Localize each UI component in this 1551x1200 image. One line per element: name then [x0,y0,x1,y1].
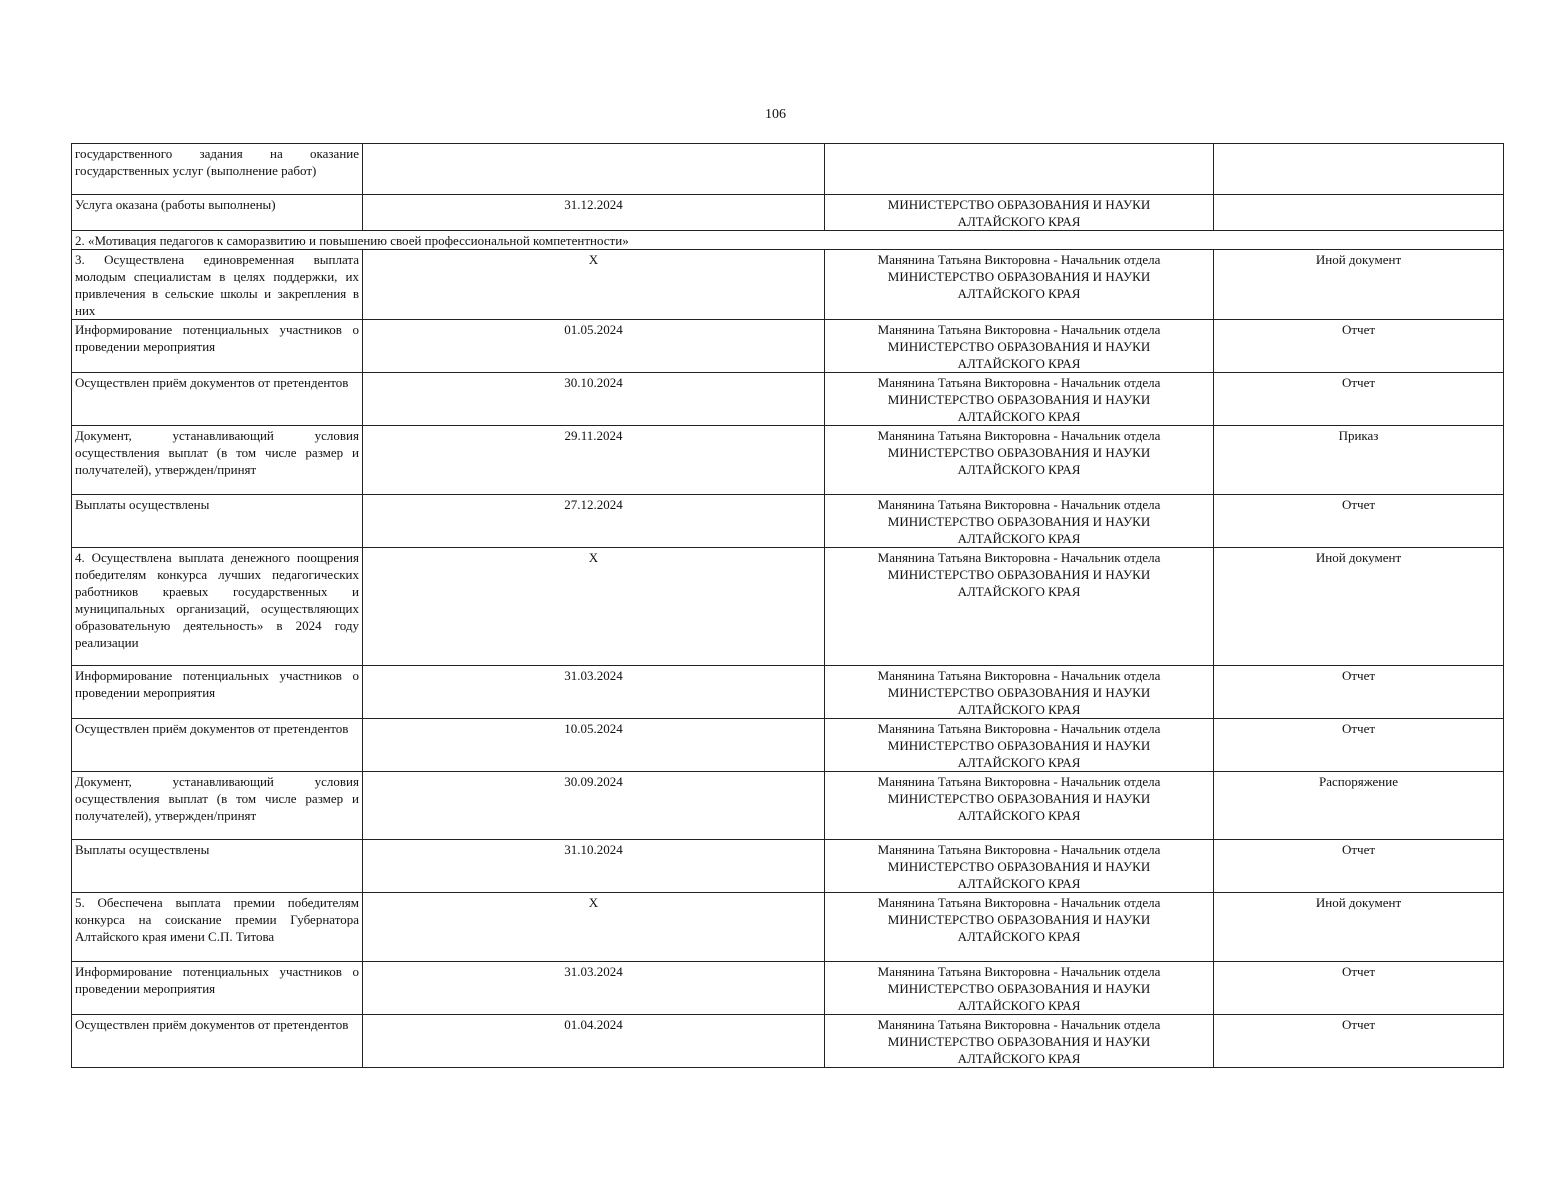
deadline-cell: 01.05.2024 [363,320,825,373]
responsible-line: АЛТАЙСКОГО КРАЯ [957,356,1081,371]
responsible-line: МИНИСТЕРСТВО ОБРАЗОВАНИЯ И НАУКИ [887,392,1151,407]
deadline-cell: 30.09.2024 [363,772,825,840]
deadline-cell: 31.03.2024 [363,962,825,1015]
responsible-line: МИНИСТЕРСТВО ОБРАЗОВАНИЯ И НАУКИ [887,339,1151,354]
deadline-cell: 01.04.2024 [363,1015,825,1068]
responsible-line: Манянина Татьяна Викторовна - Начальник отдела [877,721,1161,736]
table-row [72,666,1504,719]
event-name-cell: государственного задания на оказание государственных услуг (выполнение работ) [72,144,363,195]
deadline-cell: 29.11.2024 [363,426,825,495]
document-type-cell [1214,195,1504,231]
plan-table-body [72,144,1504,1068]
responsible-cell [825,320,1214,373]
responsible-line: Манянина Татьяна Викторовна - Начальник отдела [877,428,1161,443]
table-row [72,893,1504,962]
table-row [72,1015,1504,1068]
table-row [72,772,1504,840]
responsible-line: АЛТАЙСКОГО КРАЯ [957,214,1081,229]
responsible-cell [825,1015,1214,1068]
table-row [72,548,1504,666]
document-type-cell: Отчет [1214,719,1504,772]
document-type-cell: Приказ [1214,426,1504,495]
event-name-cell: Осуществлен приём документов от претендентов [72,719,363,772]
responsible-cell [825,250,1214,320]
document-type-cell: Распоряжение [1214,772,1504,840]
responsible-line: Манянина Татьяна Викторовна - Начальник отдела [877,497,1161,512]
responsible-cell [825,772,1214,840]
table-row [72,144,1504,195]
deadline-cell: 31.03.2024 [363,666,825,719]
responsible-cell [825,195,1214,231]
event-name-cell: Документ, устанавливающий условия осуществления выплат (в том числе размер и получателей), утвержден/принят [72,426,363,495]
page-number: 106 [765,107,786,122]
responsible-line: АЛТАЙСКОГО КРАЯ [957,462,1081,477]
plan-table [71,143,1504,1068]
responsible-line: МИНИСТЕРСТВО ОБРАЗОВАНИЯ И НАУКИ [887,514,1151,529]
event-name-cell: 3. Осуществлена единовременная выплата молодым специалистам в целях поддержки, их привлечения в сельские школы и закрепления в них [72,250,363,320]
responsible-line: МИНИСТЕРСТВО ОБРАЗОВАНИЯ И НАУКИ [887,981,1151,996]
responsible-line: Манянина Татьяна Викторовна - Начальник отдела [877,668,1161,683]
responsible-line: Манянина Татьяна Викторовна - Начальник отдела [877,895,1161,910]
responsible-line: Манянина Татьяна Викторовна - Начальник отдела [877,322,1161,337]
responsible-cell [825,719,1214,772]
event-name-cell: Выплаты осуществлены [72,495,363,548]
responsible-line: Манянина Татьяна Викторовна - Начальник отдела [877,774,1161,789]
deadline-cell: 30.10.2024 [363,373,825,426]
responsible-line: МИНИСТЕРСТВО ОБРАЗОВАНИЯ И НАУКИ [887,269,1151,284]
event-name-cell: Выплаты осуществлены [72,840,363,893]
responsible-cell [825,144,1214,195]
document-type-cell: Иной документ [1214,250,1504,320]
responsible-cell [825,373,1214,426]
responsible-cell [825,840,1214,893]
document-type-cell: Отчет [1214,1015,1504,1068]
event-name-cell: Документ, устанавливающий условия осуществления выплат (в том числе размер и получателей), утвержден/принят [72,772,363,840]
table-row [72,719,1504,772]
responsible-line: АЛТАЙСКОГО КРАЯ [957,286,1081,301]
responsible-line: АЛТАЙСКОГО КРАЯ [957,998,1081,1013]
table-row [72,320,1504,373]
event-name-cell: 5. Обеспечена выплата премии победителям конкурса на соискание премии Губернатора Алтайского края имени С.П. Титова [72,893,363,962]
deadline-cell: Х [363,250,825,320]
document-type-cell: Иной документ [1214,548,1504,666]
document-type-cell: Отчет [1214,666,1504,719]
event-name-cell: 4. Осуществлена выплата денежного поощрения победителям конкурса лучших педагогических работников краевых государственных и муниципальных организаций, осуществляющих образовательную деятельность» в 2024 году реализации [72,548,363,666]
responsible-line: АЛТАЙСКОГО КРАЯ [957,876,1081,891]
responsible-line: Манянина Татьяна Викторовна - Начальник отдела [877,1017,1161,1032]
deadline-cell: 10.05.2024 [363,719,825,772]
table-row [72,373,1504,426]
table-row [72,962,1504,1015]
responsible-line: Манянина Татьяна Викторовна - Начальник отдела [877,375,1161,390]
responsible-line: АЛТАЙСКОГО КРАЯ [957,584,1081,599]
responsible-line: Манянина Татьяна Викторовна - Начальник отдела [877,964,1161,979]
responsible-cell [825,426,1214,495]
document-type-cell: Иной документ [1214,893,1504,962]
event-name-cell: Осуществлен приём документов от претендентов [72,373,363,426]
section-title: 2. «Мотивация педагогов к саморазвитию и повышению своей профессиональной компетентности» [72,231,1504,250]
responsible-line: Манянина Татьяна Викторовна - Начальник отдела [877,252,1161,267]
responsible-line: МИНИСТЕРСТВО ОБРАЗОВАНИЯ И НАУКИ [887,685,1151,700]
event-name-cell: Информирование потенциальных участников о проведении мероприятия [72,666,363,719]
responsible-line: АЛТАЙСКОГО КРАЯ [957,531,1081,546]
responsible-line: АЛТАЙСКОГО КРАЯ [957,1051,1081,1066]
document-type-cell: Отчет [1214,320,1504,373]
event-name-cell: Осуществлен приём документов от претендентов [72,1015,363,1068]
responsible-cell [825,962,1214,1015]
document-type-cell: Отчет [1214,962,1504,1015]
event-name-cell: Услуга оказана (работы выполнены) [72,195,363,231]
section-row [72,231,1504,250]
document-type-cell: Отчет [1214,373,1504,426]
event-name-cell: Информирование потенциальных участников о проведении мероприятия [72,962,363,1015]
responsible-line: МИНИСТЕРСТВО ОБРАЗОВАНИЯ И НАУКИ [887,738,1151,753]
table-row [72,495,1504,548]
responsible-cell [825,893,1214,962]
responsible-line: Манянина Татьяна Викторовна - Начальник отдела [877,550,1161,565]
responsible-line: МИНИСТЕРСТВО ОБРАЗОВАНИЯ И НАУКИ [887,567,1151,582]
deadline-cell: 31.10.2024 [363,840,825,893]
responsible-line: МИНИСТЕРСТВО ОБРАЗОВАНИЯ И НАУКИ [887,1034,1151,1049]
responsible-line: МИНИСТЕРСТВО ОБРАЗОВАНИЯ И НАУКИ [887,445,1151,460]
deadline-cell [363,144,825,195]
responsible-line: МИНИСТЕРСТВО ОБРАЗОВАНИЯ И НАУКИ [887,197,1151,212]
responsible-line: АЛТАЙСКОГО КРАЯ [957,702,1081,717]
deadline-cell: 31.12.2024 [363,195,825,231]
table-row [72,426,1504,495]
responsible-line: Манянина Татьяна Викторовна - Начальник отдела [877,842,1161,857]
table-row [72,195,1504,231]
document-type-cell: Отчет [1214,495,1504,548]
deadline-cell: 27.12.2024 [363,495,825,548]
responsible-line: МИНИСТЕРСТВО ОБРАЗОВАНИЯ И НАУКИ [887,912,1151,927]
responsible-cell [825,666,1214,719]
document-type-cell [1214,144,1504,195]
document-type-cell: Отчет [1214,840,1504,893]
table-row [72,840,1504,893]
responsible-cell [825,495,1214,548]
event-name-cell: Информирование потенциальных участников о проведении мероприятия [72,320,363,373]
table-row [72,250,1504,320]
responsible-line: МИНИСТЕРСТВО ОБРАЗОВАНИЯ И НАУКИ [887,859,1151,874]
responsible-line: АЛТАЙСКОГО КРАЯ [957,929,1081,944]
responsible-cell [825,548,1214,666]
responsible-line: АЛТАЙСКОГО КРАЯ [957,755,1081,770]
deadline-cell: Х [363,893,825,962]
deadline-cell: Х [363,548,825,666]
responsible-line: АЛТАЙСКОГО КРАЯ [957,808,1081,823]
responsible-line: АЛТАЙСКОГО КРАЯ [957,409,1081,424]
responsible-line: МИНИСТЕРСТВО ОБРАЗОВАНИЯ И НАУКИ [887,791,1151,806]
